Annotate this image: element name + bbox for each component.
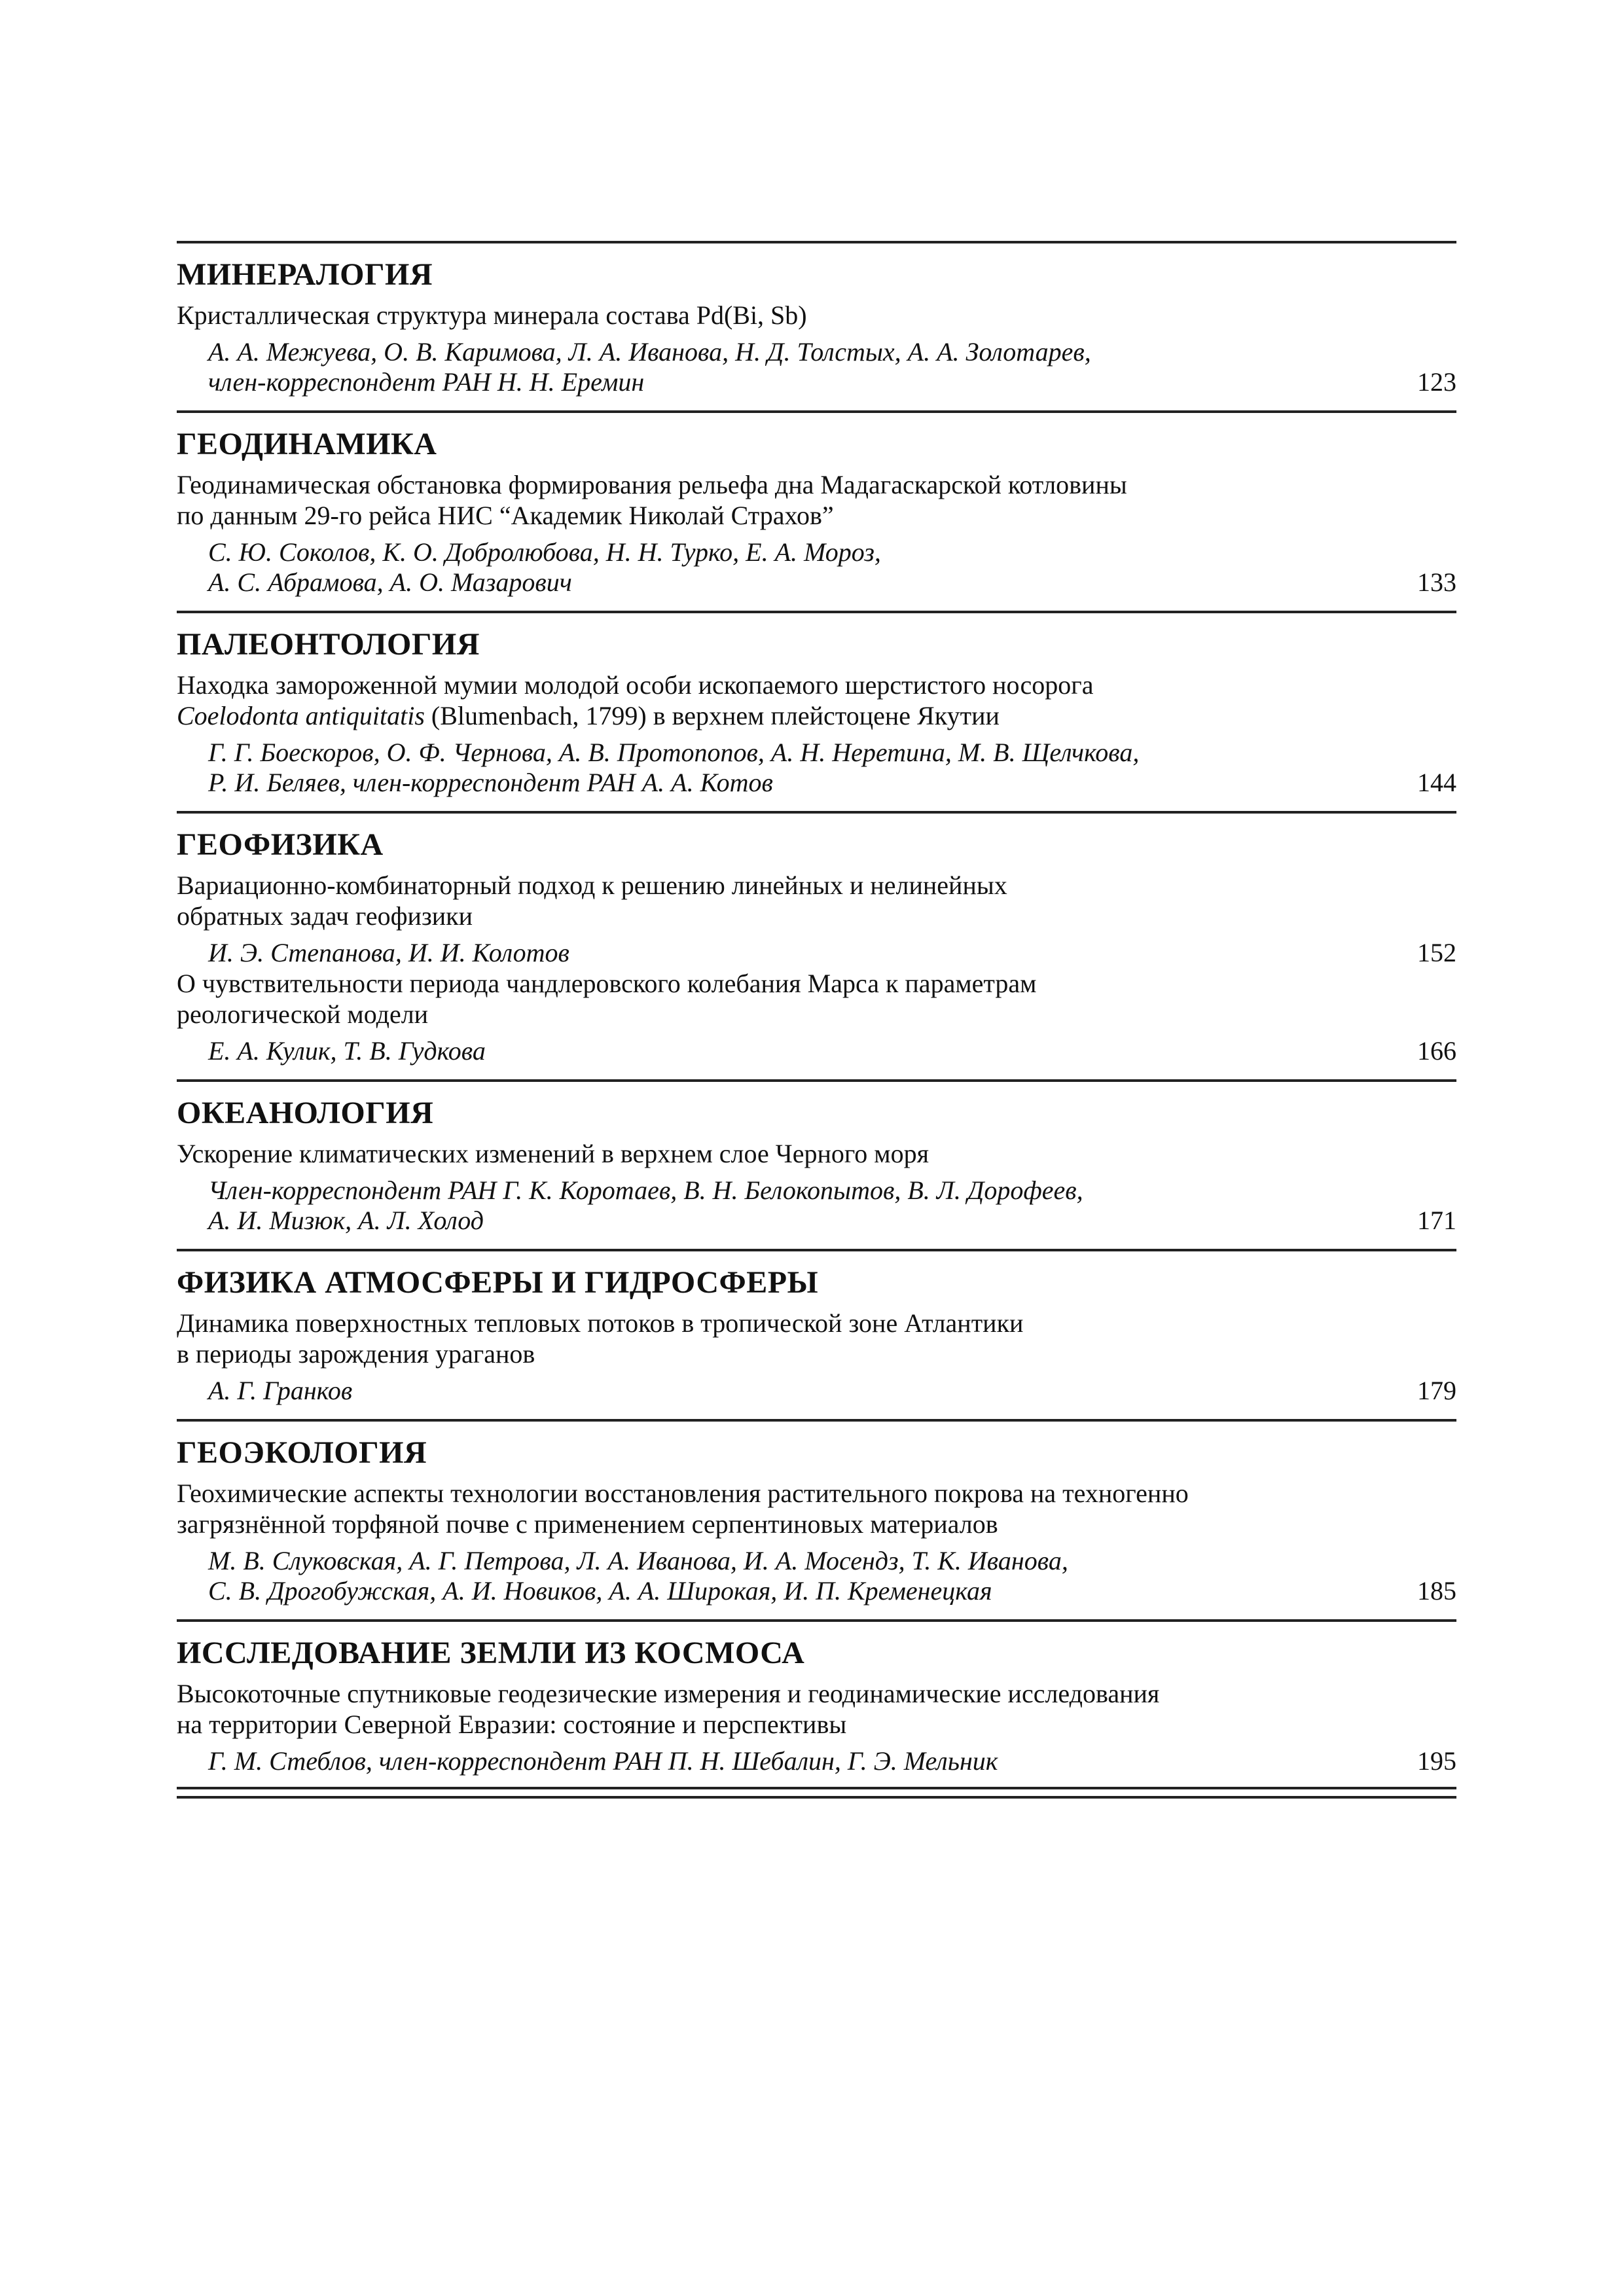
section-title: МИНЕРАЛОГИЯ [177, 257, 433, 292]
toc-entry [177, 1678, 1456, 1776]
author-line: С. Ю. Соколов, К. О. Добролюбова, Н. Н. Турко, Е. А. Мороз, [208, 537, 881, 567]
authors-row [177, 938, 1456, 968]
article-title-line: Вариационно-комбинаторный подход к решению линейных и нелинейных [177, 870, 1007, 900]
article-title [177, 300, 1456, 331]
author-line: Р. И. Беляев, член-корреспондент РАН А. А. Котов [208, 768, 773, 797]
closing-rule [177, 1796, 1456, 1801]
toc-entry [177, 1138, 1456, 1236]
page-number: 166 [1417, 1036, 1456, 1066]
article-title-line: Геохимические аспекты технологии восстановления растительного покрова на техногенно [177, 1479, 1189, 1508]
toc-entry [177, 968, 1456, 1066]
article-title-line: в периоды зарождения ураганов [177, 1339, 535, 1369]
toc-section [177, 241, 1456, 410]
author-line: Член-корреспондент РАН Г. К. Коротаев, В. Н. Белокопытов, В. Л. Дорофеев, [208, 1175, 1083, 1205]
author-line: М. В. Слуковская, А. Г. Петрова, Л. А. Иванова, И. А. Мосендз, Т. К. Иванова, [208, 1546, 1068, 1575]
toc-section [177, 1249, 1456, 1419]
toc-section [177, 1619, 1456, 1789]
article-title-line: Геодинамическая обстановка формирования рельефа дна Мадагаскарской котловины [177, 470, 1127, 499]
page-number: 133 [1417, 567, 1456, 597]
authors-row [177, 537, 1456, 598]
author-line: А. Г. Гранков [208, 1376, 353, 1405]
toc-section [177, 1419, 1456, 1619]
section-title: ФИЗИКА АТМОСФЕРЫ И ГИДРОСФЕРЫ [177, 1265, 819, 1300]
article-title [177, 1678, 1456, 1740]
article-title-line: Кристаллическая структура минерала состава Pd(Bi, Sb) [177, 300, 807, 330]
article-title [177, 870, 1456, 931]
authors-row [177, 1376, 1456, 1406]
toc-entry [177, 469, 1456, 598]
article-title-line: Ускорение климатических изменений в верхнем слое Черного моря [177, 1139, 929, 1168]
article-title-line: обратных задач геофизики [177, 901, 473, 931]
page-number: 123 [1417, 367, 1456, 397]
author-line: Г. Г. Боескоров, О. Ф. Чернова, А. В. Протопопов, А. Н. Неретина, М. В. Щелчкова, [208, 738, 1140, 767]
page-number: 179 [1417, 1376, 1456, 1405]
authors-row [177, 1036, 1456, 1066]
page-number: 144 [1417, 768, 1456, 797]
author-line: А. А. Межуева, О. В. Каримова, Л. А. Иванова, Н. Д. Толстых, А. А. Золотарев, [208, 337, 1091, 367]
section-title: ИССЛЕДОВАНИЕ ЗЕМЛИ ИЗ КОСМОСА [177, 1636, 805, 1670]
author-line: А. И. Мизюк, А. Л. Холод [208, 1206, 484, 1235]
article-title [177, 1478, 1456, 1539]
species-name: Coelodonta antiquitatis [177, 701, 425, 730]
authors-row [177, 337, 1456, 397]
toc-section [177, 611, 1456, 811]
toc-section [177, 811, 1456, 1079]
article-title [177, 1308, 1456, 1369]
author-line: А. С. Абрамова, А. О. Мазарович [208, 567, 572, 597]
article-title-line: загрязнённой торфяной почве с применением серпентиновых материалов [177, 1509, 998, 1539]
author-line: член-корреспондент РАН Н. Н. Еремин [208, 367, 645, 397]
toc-entry [177, 1478, 1456, 1606]
section-title: ГЕОДИНАМИКА [177, 427, 437, 461]
article-title-rest: (Blumenbach, 1799) в верхнем плейстоцене Якутии [424, 701, 1000, 730]
section-title: ПАЛЕОНТОЛОГИЯ [177, 627, 480, 662]
author-line: И. Э. Степанова, И. И. Колотов [208, 938, 569, 967]
article-title-line: на территории Северной Евразии: состояние и перспективы [177, 1710, 847, 1739]
page-number: 195 [1417, 1746, 1456, 1776]
toc-entry [177, 870, 1456, 968]
authors-row [177, 1746, 1456, 1776]
section-title: ГЕОФИЗИКА [177, 827, 384, 862]
article-title [177, 469, 1456, 531]
article-title-line: Динамика поверхностных тепловых потоков в тропической зоне Атлантики [177, 1308, 1024, 1338]
section-title: ГЕОЭКОЛОГИЯ [177, 1435, 427, 1470]
article-title [177, 968, 1456, 1030]
article-title [177, 1138, 1456, 1169]
author-line: Е. А. Кулик, Т. В. Гудкова [208, 1036, 486, 1066]
author-line: С. В. Дрогобужская, А. И. Новиков, А. А. Широкая, И. П. Кременецкая [208, 1576, 992, 1605]
article-title-line: Находка замороженной мумии молодой особи ископаемого шерстистого носорога [177, 670, 1094, 700]
page-number: 152 [1417, 938, 1456, 967]
authors-row [177, 738, 1456, 798]
table-of-contents [177, 241, 1456, 1801]
authors-row [177, 1175, 1456, 1236]
authors-row [177, 1546, 1456, 1606]
section-title: ОКЕАНОЛОГИЯ [177, 1096, 434, 1130]
article-title-line: Высокоточные спутниковые геодезические измерения и геодинамические исследования [177, 1679, 1160, 1708]
toc-entry [177, 300, 1456, 397]
toc-section [177, 410, 1456, 611]
article-title-line: реологической модели [177, 999, 429, 1029]
toc-section [177, 1079, 1456, 1249]
article-title-line: по данным 29-го рейса НИС “Академик Николай Страхов” [177, 501, 834, 530]
author-line: Г. М. Стеблов, член-корреспондент РАН П. Н. Шебалин, Г. Э. Мельник [208, 1746, 998, 1776]
toc-entry [177, 670, 1456, 798]
closing-rule [177, 1787, 1456, 1792]
page-number: 185 [1417, 1576, 1456, 1605]
article-title-line: О чувствительности периода чандлеровского колебания Марса к параметрам [177, 969, 1037, 998]
page-number: 171 [1417, 1206, 1456, 1235]
article-title-line [177, 700, 1456, 731]
article-title [177, 670, 1456, 731]
toc-entry [177, 1308, 1456, 1406]
